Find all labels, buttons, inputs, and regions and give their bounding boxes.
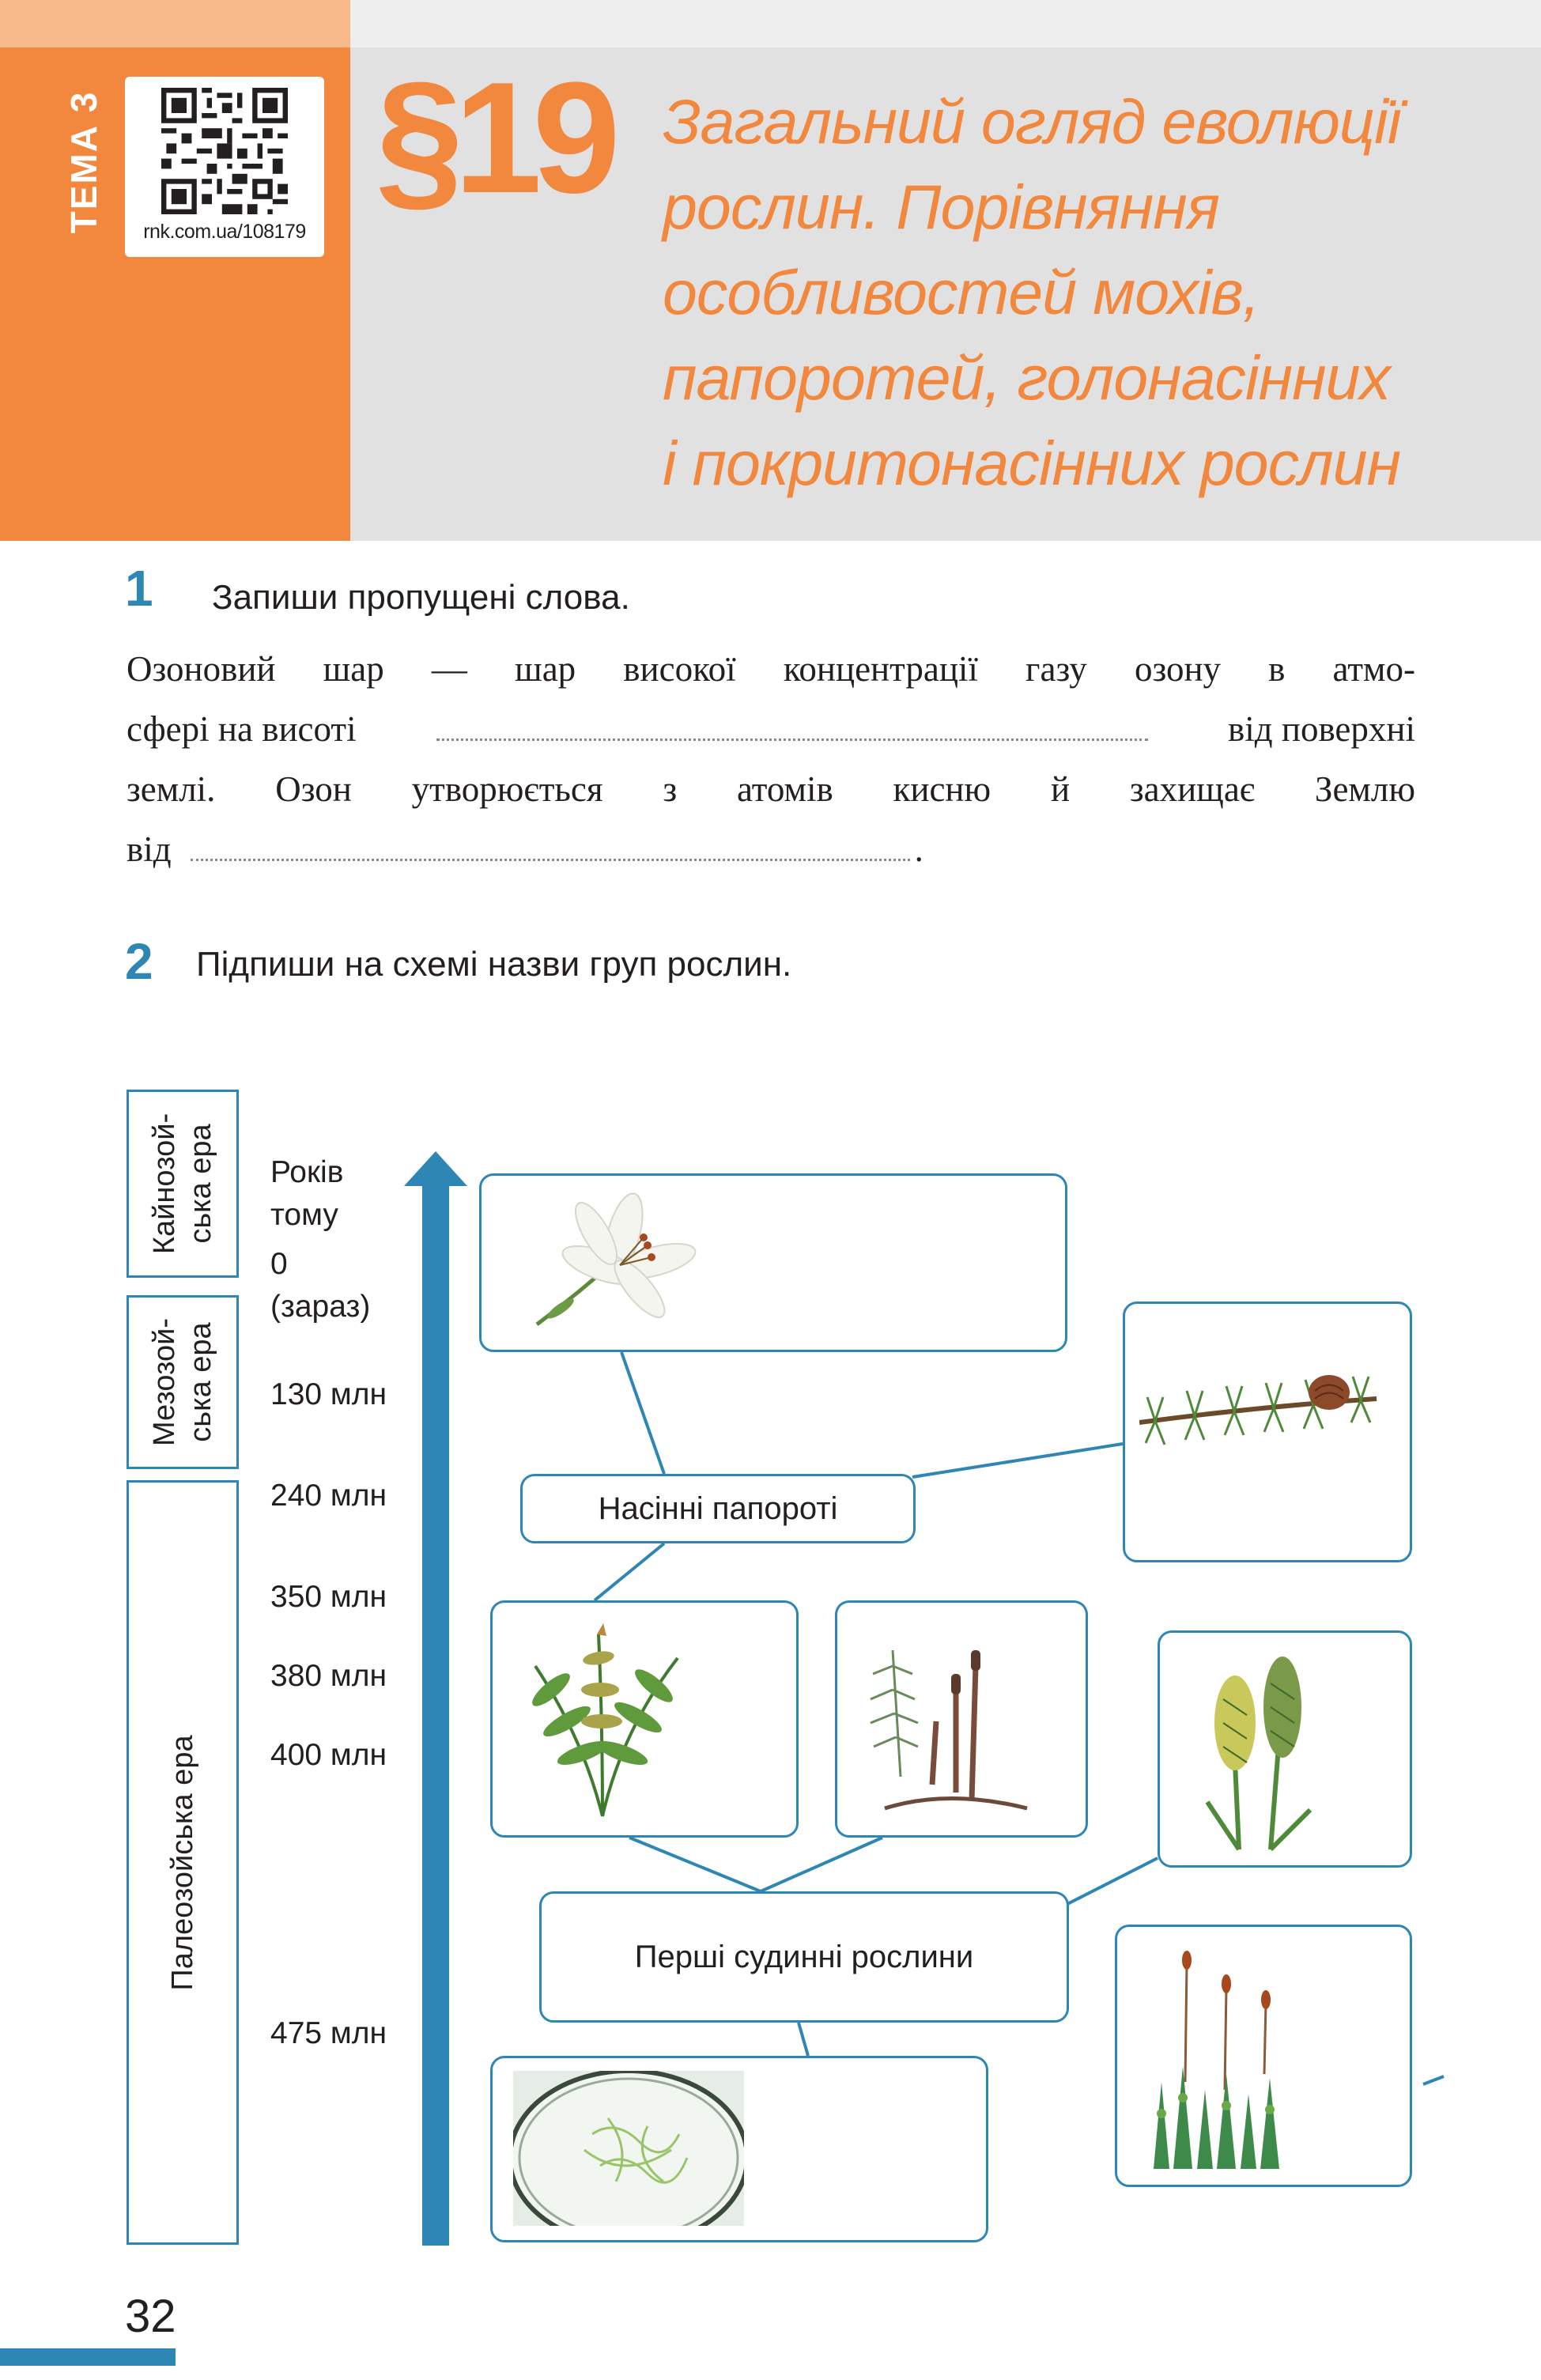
moss-icon: [1138, 1940, 1296, 2177]
task-2-number: 2: [125, 933, 153, 990]
qr-url-text[interactable]: rnk.com.ua/108179: [143, 221, 306, 243]
title-line: папоротей, голонасінних: [663, 342, 1390, 413]
task-1-instruction: Запиши пропущені слова.: [212, 578, 630, 617]
lily-flower-icon: [521, 1190, 703, 1332]
plant-box-angiosperms[interactable]: [479, 1173, 1067, 1352]
era-cenozoic: Кайнозой- ська ера: [127, 1090, 239, 1278]
era-mesozoic: Мезозой- ська ера: [127, 1295, 239, 1469]
time-label-475: 475 млн: [270, 2016, 387, 2050]
time-label-400: 400 млн: [270, 1738, 387, 1772]
label-box-seed-ferns[interactable]: Насінні папороті: [520, 1474, 916, 1543]
page-number-bar: [0, 2348, 176, 2366]
text-line: сфері на висоті від поверхні: [127, 709, 1415, 749]
algae-dish-icon: [513, 2071, 744, 2226]
title-line: особливостей мохів,: [663, 257, 1260, 327]
time-header: Років тому: [270, 1155, 344, 1232]
time-label-130: 130 млн: [270, 1377, 387, 1411]
task-2-instruction: Підпиши на схемі назви груп рослин.: [196, 945, 792, 984]
fern-icon: [504, 1619, 701, 1824]
text-line: землі. Озон утворюється з атомів кисню й захищає Землю: [127, 769, 1415, 809]
horsetail-icon: [853, 1619, 1043, 1816]
time-label-240: 240 млн: [270, 1479, 387, 1513]
title-line: рослин. Порівняння: [663, 172, 1219, 242]
title-line: і покритонасінних рослин: [663, 428, 1401, 498]
page-number: 32: [125, 2291, 176, 2342]
plant-box-horsetails[interactable]: [835, 1600, 1088, 1838]
club-moss-icon: [1192, 1644, 1334, 1857]
era-paleozoic: Палеозойська ера: [127, 1480, 239, 2245]
text-line: Озоновий шар — шар високої концентрації газу озону в атмо-: [127, 649, 1415, 689]
plant-box-club-mosses[interactable]: [1158, 1630, 1412, 1868]
plant-box-gymnosperms[interactable]: [1123, 1301, 1412, 1562]
plant-box-mosses[interactable]: [1115, 1925, 1412, 2187]
larch-branch-icon: [1139, 1343, 1400, 1486]
time-label-350: 350 млн: [270, 1580, 387, 1614]
task-1-number: 1: [125, 560, 153, 617]
section-number: §19: [376, 50, 611, 226]
plant-box-ferns[interactable]: [490, 1600, 799, 1838]
time-label-now: 0 (зараз): [270, 1247, 371, 1324]
plant-box-algae[interactable]: [490, 2056, 988, 2242]
time-label-380: 380 млн: [270, 1659, 387, 1693]
label-box-first-vascular[interactable]: Перші судинні рослини: [539, 1891, 1069, 2023]
text-line: від .: [127, 829, 923, 869]
topic-label: ТЕМА 3: [63, 90, 104, 234]
title-line: Загальний огляд еволюції: [663, 86, 1401, 157]
time-arrow: [404, 1151, 467, 2246]
